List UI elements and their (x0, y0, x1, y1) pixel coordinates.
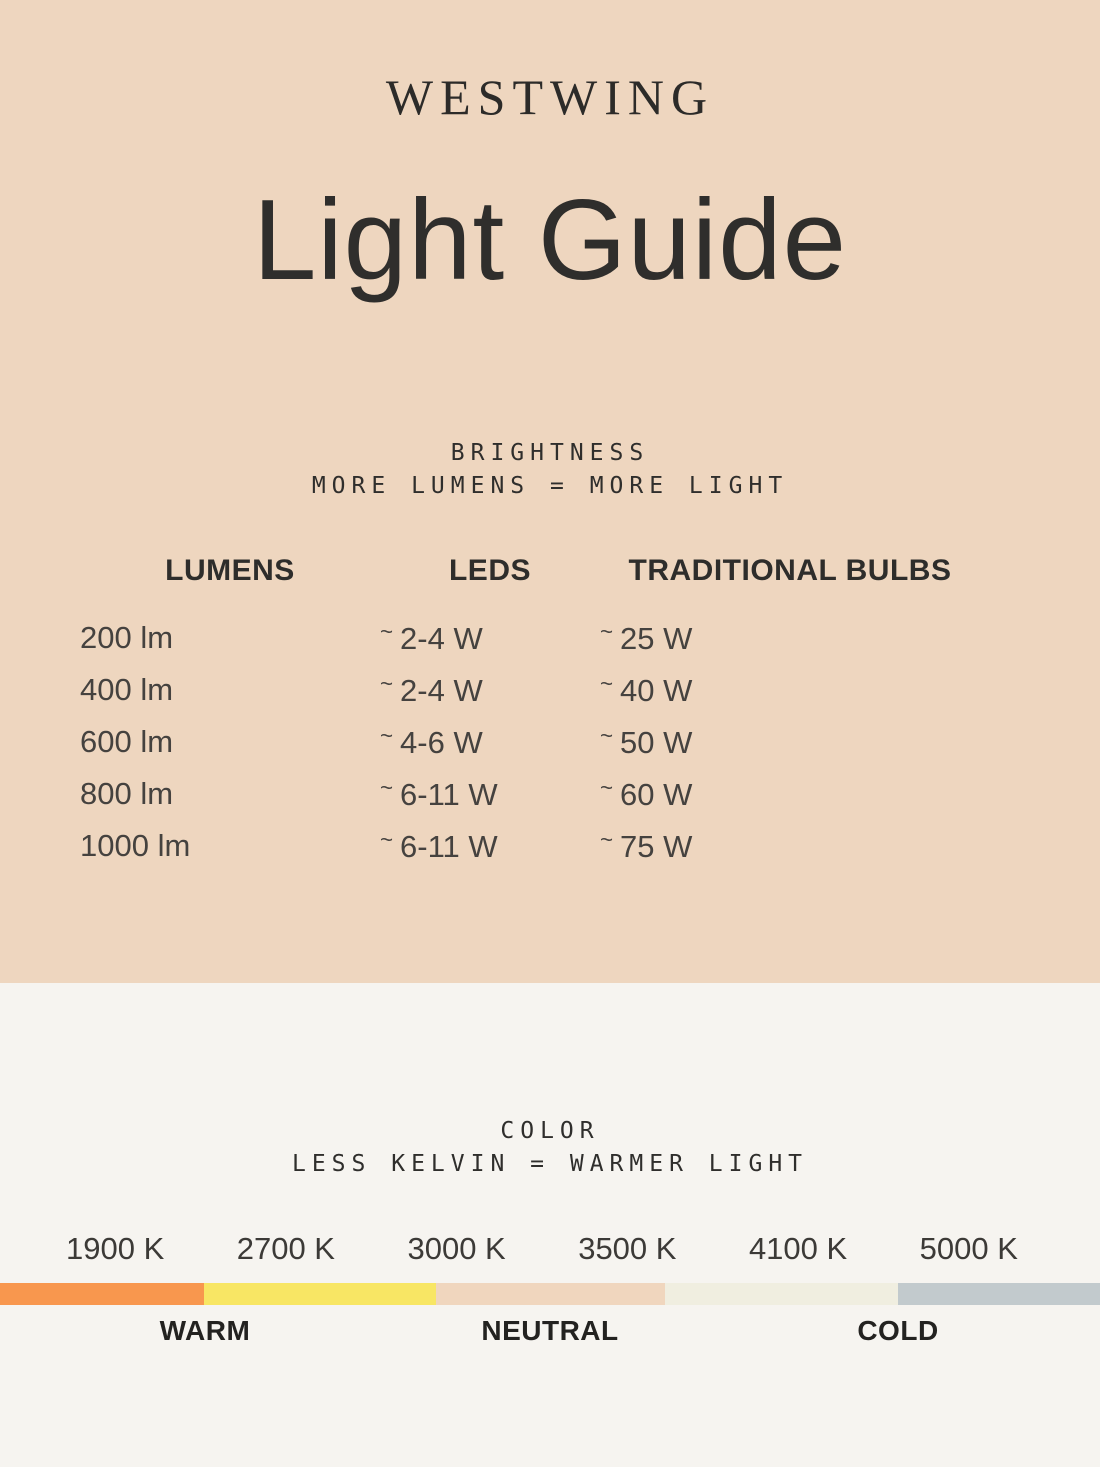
brightness-heading: BRIGHTNESS (450, 440, 650, 466)
kelvin-label: 3500 K (578, 1231, 677, 1266)
approx-tilde: ~ (600, 723, 614, 748)
cell-traditional: ~ 40 W (600, 671, 693, 708)
approx-tilde: ~ (380, 723, 394, 748)
cell-leds: ~ 6-11 W (380, 775, 498, 812)
cell-lumens: 1000 lm (80, 828, 191, 863)
approx-tilde: ~ (600, 671, 614, 696)
temperature-labels (0, 1315, 1100, 1349)
color-section (0, 983, 1100, 1467)
lumens-table (80, 554, 980, 872)
cell-leds: ~ 2-4 W (380, 671, 483, 708)
cell-lumens: 200 lm (80, 620, 174, 655)
table-row (80, 612, 980, 664)
kelvin-label: 4100 K (748, 1231, 848, 1266)
table-header-row (80, 554, 980, 588)
approx-tilde: ~ (380, 619, 394, 644)
cell-lumens: 800 lm (80, 776, 174, 811)
cell-lumens: 400 lm (80, 672, 174, 707)
westwing-logo: WESTWING (385, 69, 715, 125)
approx-tilde: ~ (600, 619, 614, 644)
scale-segment-warm-yellow (204, 1283, 436, 1305)
approx-tilde: ~ (600, 827, 614, 852)
brightness-subheading: MORE LUMENS = MORE LIGHT (311, 473, 789, 499)
approx-tilde: ~ (380, 827, 394, 852)
color-subheading: LESS KELVIN = WARMER LIGHT (291, 1151, 809, 1177)
page-title: Light Guide (252, 177, 848, 304)
color-heading: COLOR (500, 1118, 600, 1144)
scale-segment-neutral-peach (436, 1283, 666, 1305)
cell-traditional: ~ 60 W (600, 775, 693, 812)
cell-traditional: ~ 25 W (600, 619, 693, 656)
kelvin-scale-labels (0, 1231, 1100, 1267)
table-row (80, 664, 980, 716)
scale-segment-cold-bluegray (898, 1283, 1100, 1305)
color-temperature-bar (0, 1283, 1100, 1305)
cell-leds: ~ 4-6 W (380, 723, 483, 760)
kelvin-label: 1900 K (66, 1231, 165, 1266)
temperature-label-neutral: NEUTRAL (481, 1315, 619, 1346)
column-header-traditional-bulbs: TRADITIONAL BULBS (628, 554, 952, 587)
approx-tilde: ~ (380, 775, 394, 800)
scale-segment-neutral-cream (665, 1283, 897, 1305)
cell-traditional: ~ 75 W (600, 827, 693, 864)
temperature-label-warm: WARM (159, 1315, 251, 1346)
kelvin-label: 5000 K (919, 1231, 1018, 1266)
cell-leds: ~ 2-4 W (380, 619, 483, 656)
cell-leds: ~ 6-11 W (380, 827, 498, 864)
table-row (80, 716, 980, 768)
column-header-lumens: LUMENS (165, 554, 295, 587)
temperature-label-cold: COLD (857, 1315, 939, 1346)
table-row (80, 820, 980, 872)
kelvin-label: 3000 K (407, 1231, 506, 1266)
approx-tilde: ~ (380, 671, 394, 696)
cell-lumens: 600 lm (80, 724, 174, 759)
kelvin-label: 2700 K (236, 1231, 335, 1266)
column-header-leds: LEDS (448, 554, 531, 587)
table-row (80, 768, 980, 820)
cell-traditional: ~ 50 W (600, 723, 693, 760)
approx-tilde: ~ (600, 775, 614, 800)
scale-segment-warm-orange (0, 1283, 204, 1305)
